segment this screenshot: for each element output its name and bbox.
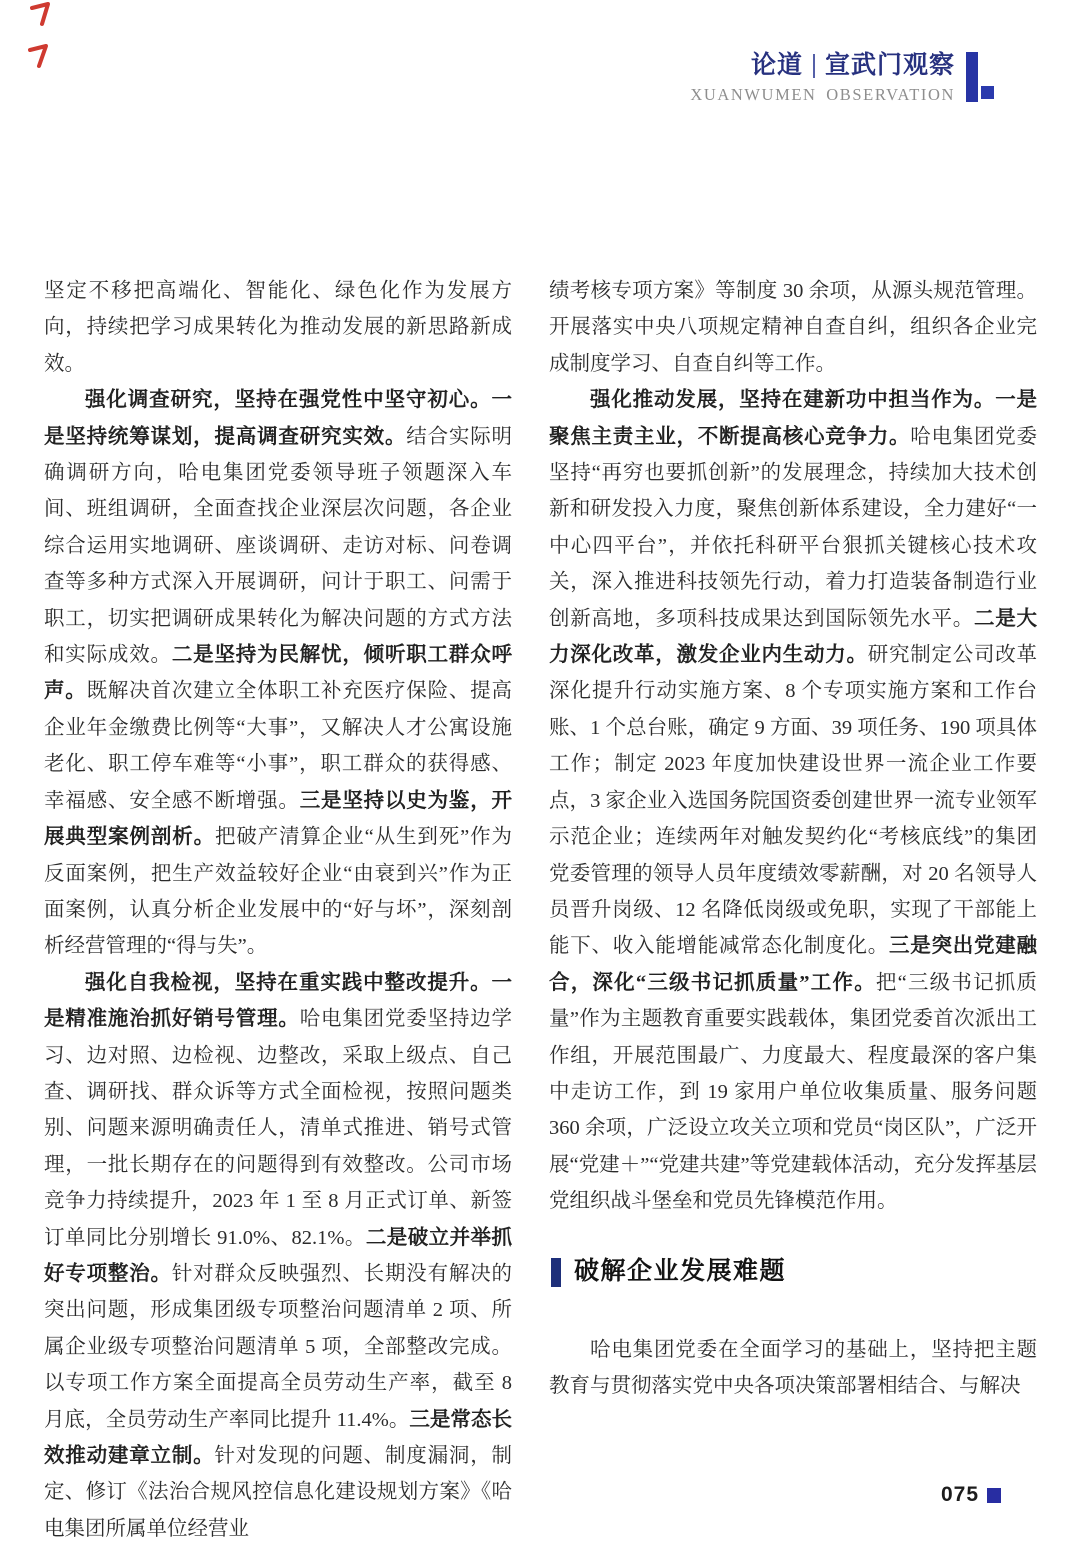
text-run: 一是精准施治抓好销号管理。 <box>44 971 512 1031</box>
text-run: 把“三级书记抓质量”作为主题教育重要实践载体，集团党委首次派出工作组，开展范围最广、力度最大、程度最深的客户集中走访工作，到 19 家用户单位收集质量、服务问题 360 余项，广泛设立攻关立项和党员“岗区队”，广泛开展“党建＋”“党建共建”等党建载体活动，充分发挥基层党组织战斗堡垒和党员先锋模范作用。 <box>549 971 1037 1213</box>
text-run: 三是常态长效推动建章立制。 <box>44 1408 512 1467</box>
article-column-left <box>44 273 512 1547</box>
text-run: 二是大力深化改革，激发企业内生动力。 <box>549 607 1037 667</box>
article-column-right <box>549 273 1037 1404</box>
page-number-square-icon <box>987 1488 1001 1503</box>
text-run: 绩考核专项方案》等制度 30 余项，从源头规范管理。开展落实中央八项规定精神自查自纠，组织各企业完成制度学习、自查自纠等工作。 <box>549 280 1037 375</box>
paragraph <box>44 965 512 1548</box>
red-pen-mark-icon <box>18 0 78 80</box>
page-footer <box>941 1483 1001 1507</box>
page-number: 075 <box>941 1483 980 1506</box>
text-run: 坚定不移把高端化、智能化、绿色化作为发展方向，持续把学习成果转化为推动发展的新思路新成效。 <box>44 280 512 375</box>
logo-bar-icon <box>966 52 978 102</box>
text-run: 针对群众反映强烈、长期没有解决的突出问题，形成集团级专项整治问题清单 2 项、所属企业级专项整治问题清单 5 项，全部整改完成。以专项工作方案全面提高全员劳动生产率，截至 8 月底，全员劳动生产率同比提升 11.4%。 <box>44 1262 513 1431</box>
paragraph <box>549 382 1037 1219</box>
text-run: 一是坚持统筹谋划，提高调查研究实效。 <box>44 389 512 448</box>
paragraph <box>44 273 512 382</box>
text-run: 强化推动发展，坚持在建新功中担当作为。 <box>590 389 996 412</box>
text-run: 既解决首次建立全体职工补充医疗保险、提高企业年金缴费比例等“大事”，又解决人才公寓设施老化、职工停车难等“小事”，职工群众的获得感、幸福感、安全感不断增强。 <box>44 680 513 812</box>
text-run: 二是坚持为民解忧，倾听职工群众呼声。 <box>44 644 513 703</box>
paragraph <box>44 382 512 965</box>
header-column-name: 宣武门观察 <box>824 52 955 79</box>
text-run: 二是破立并举抓好专项整治。 <box>44 1226 513 1285</box>
text-run: 强化调查研究，坚持在强党性中坚守初心。 <box>85 389 492 412</box>
text-run: 哈电集团党委在全面学习的基础上，坚持把主题教育与贯彻落实党中央各项决策部署相结合、与解决 <box>549 1338 1037 1397</box>
text-run: 哈电集团党委坚持“再穷也要抓创新”的发展理念，持续加大技术创新和研发投入力度，聚焦创新体系建设，全力建好“一中心四平台”，并依托科研平台狠抓关键核心技术攻关，深入推进科技领先行动，着力打造装备制造行业创新高地，多项科技成果达到国际领先水平。 <box>549 425 1037 630</box>
logo-square-icon <box>981 86 994 99</box>
text-run: 哈电集团党委坚持边学习、边对照、边检视、边整改，采取上级点、自己查、调研找、群众诉等方式全面检视，按照问题类别、问题来源明确责任人，清单式推进、销号式管理，一批长期存在的问题得到有效整改。公司市场竞争力持续提升，2023 年 1 至 8 月正式订单、新签订单同比分别增长 91.0%、82.1%。 <box>44 1008 513 1249</box>
masthead-logo-icon <box>966 52 996 102</box>
header-divider <box>813 54 815 78</box>
heading-bar-icon <box>551 1258 561 1287</box>
text-run: 把破产清算企业“从生到死”作为反面案例，把生产效益较好企业“由衰到兴”作为正面案例，认真分析企业发展中的“好与坏”，深刻剖析经营管理的“得与失”。 <box>44 826 513 958</box>
text-run: 强化自我检视，坚持在重实践中整改提升。 <box>85 971 492 994</box>
header-section-label: 论道 <box>750 52 803 79</box>
text-run: 针对发现的问题、制度漏洞，制定、修订《法治合规风控信息化建设规划方案》《哈电集团所属单位经营业 <box>44 1445 513 1540</box>
paragraph <box>549 1332 1037 1405</box>
text-run: 一是聚焦主责主业，不断提高核心竞争力。 <box>549 389 1038 448</box>
section-heading <box>551 1258 1037 1287</box>
text-run: 三是坚持以史为鉴，开展典型案例剖析。 <box>44 789 513 849</box>
text-run: 研究制定公司改革深化提升行动实施方案、8 个专项实施方案和工作台账、1 个总台账，确定 9 方面、39 项任务、190 项具体工作；制定 2023 年度加快建设世界一流企业工作要点，3 家企业入选国务院国资委创建世界一流专业领军示范企业；连续两年对触发契约化“考核底线”的集团党委管理的领导人员年度绩效零薪酬，对 20 名领导人员晋升岗级、12 名降低岗级或免职，实现了干部能上能下、收入能增能减常态化制度化。 <box>549 644 1037 958</box>
paragraph <box>549 273 1037 382</box>
header-title <box>690 52 955 80</box>
text-run: 三是突出党建融合，深化“三级书记抓质量”工作。 <box>549 935 1037 994</box>
text-run: 结合实际明确调研方向，哈电集团党委领导班子领题深入车间、班组调研，全面查找企业深层次问题，各企业综合运用实地调研、座谈调研、走访对标、问卷调查等多种方式深入开展调研，问计于职工、问需于职工，切实把调研成果转化为解决问题的方式方法和实际成效。 <box>44 425 513 667</box>
header-subtitle: XUANWUMEN OBSERVATION <box>690 84 955 104</box>
section-heading-text: 破解企业发展难题 <box>574 1258 787 1286</box>
page-header <box>690 52 955 105</box>
